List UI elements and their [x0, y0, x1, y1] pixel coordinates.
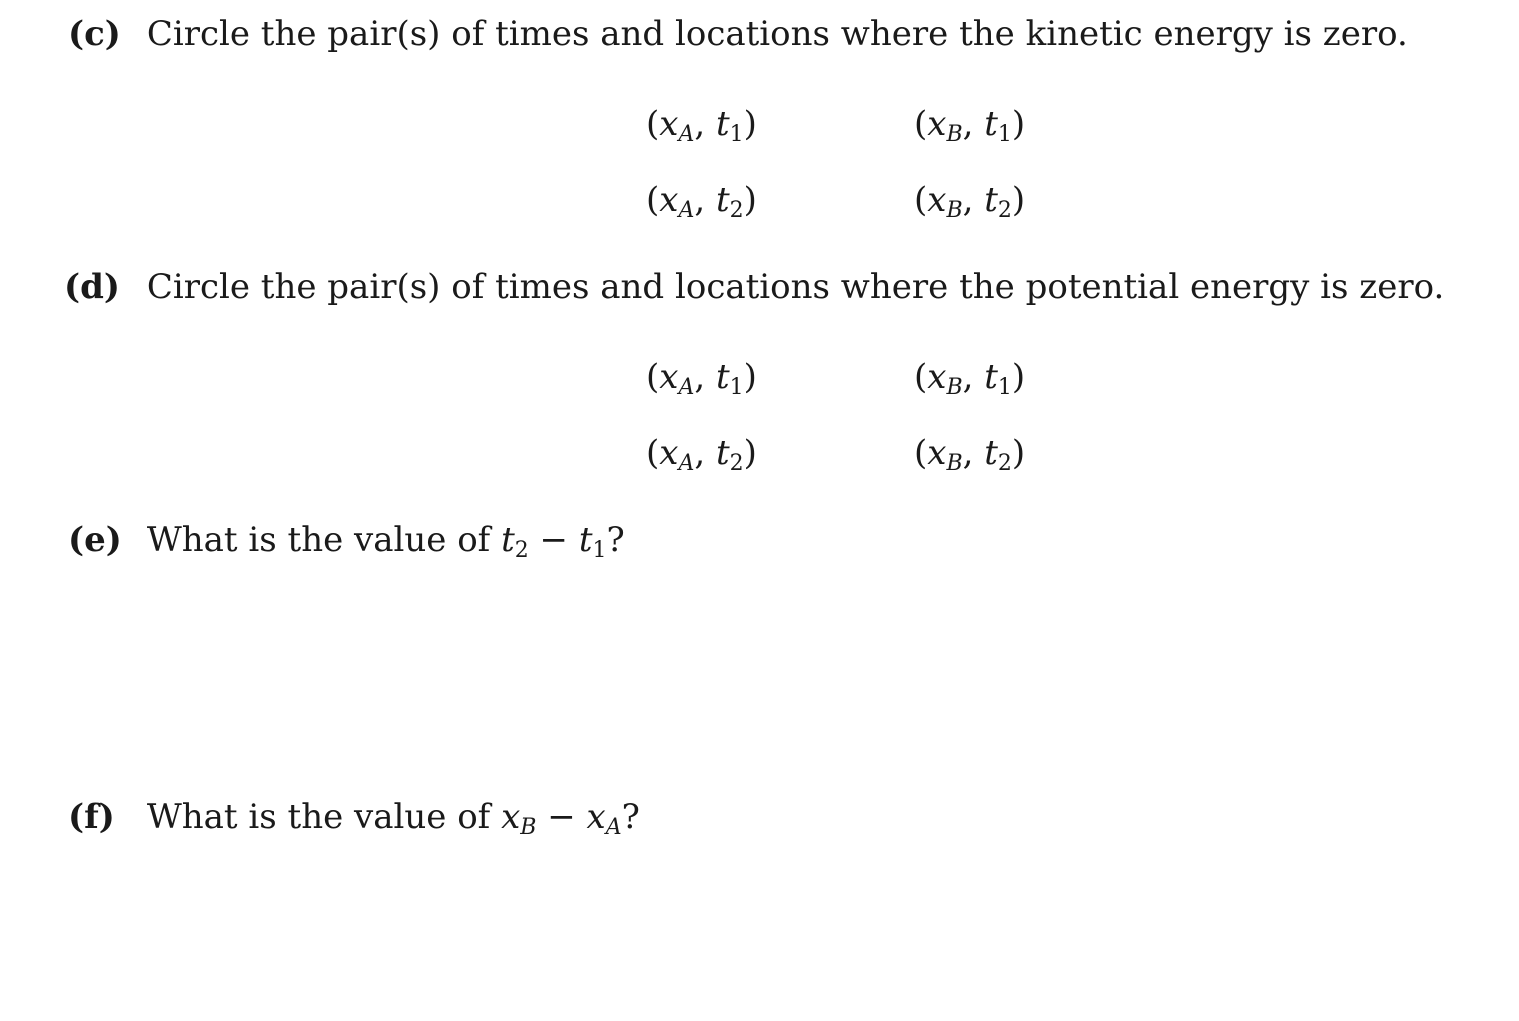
expression-t2-minus-t1: $t_2 - t_1$? [501, 520, 625, 563]
option-xA-t1[interactable]: ($x_A$, $t_1$) [646, 104, 757, 147]
option-xA-t1[interactable]: ($x_A$, $t_1$) [646, 357, 757, 400]
question-label: (f) [68, 797, 115, 837]
option-xB-t2[interactable]: ($x_B$, $t_2$) [914, 433, 1026, 476]
question-d [64, 267, 1444, 307]
question-text: Circle the pair(s) of times and locations where the potential energy is zero. [146, 267, 1445, 307]
question-label: (d) [64, 267, 120, 307]
question-text: What is the value of [146, 520, 491, 560]
question-text: What is the value of [146, 797, 491, 837]
question-c [68, 14, 1408, 54]
question-label: (e) [68, 520, 122, 560]
question-label: (c) [68, 14, 121, 54]
expression-xB-minus-xA: $x_B - x_A$? [501, 797, 640, 840]
option-xB-t2[interactable]: ($x_B$, $t_2$) [914, 180, 1026, 223]
question-text: Circle the pair(s) of times and locations where the kinetic energy is zero. [146, 14, 1408, 54]
option-xA-t2[interactable]: ($x_A$, $t_2$) [646, 433, 757, 476]
question-f [68, 797, 640, 840]
option-xA-t2[interactable]: ($x_A$, $t_2$) [646, 180, 757, 223]
option-xB-t1[interactable]: ($x_B$, $t_1$) [914, 104, 1026, 147]
question-e [68, 520, 625, 563]
option-xB-t1[interactable]: ($x_B$, $t_1$) [914, 357, 1026, 400]
